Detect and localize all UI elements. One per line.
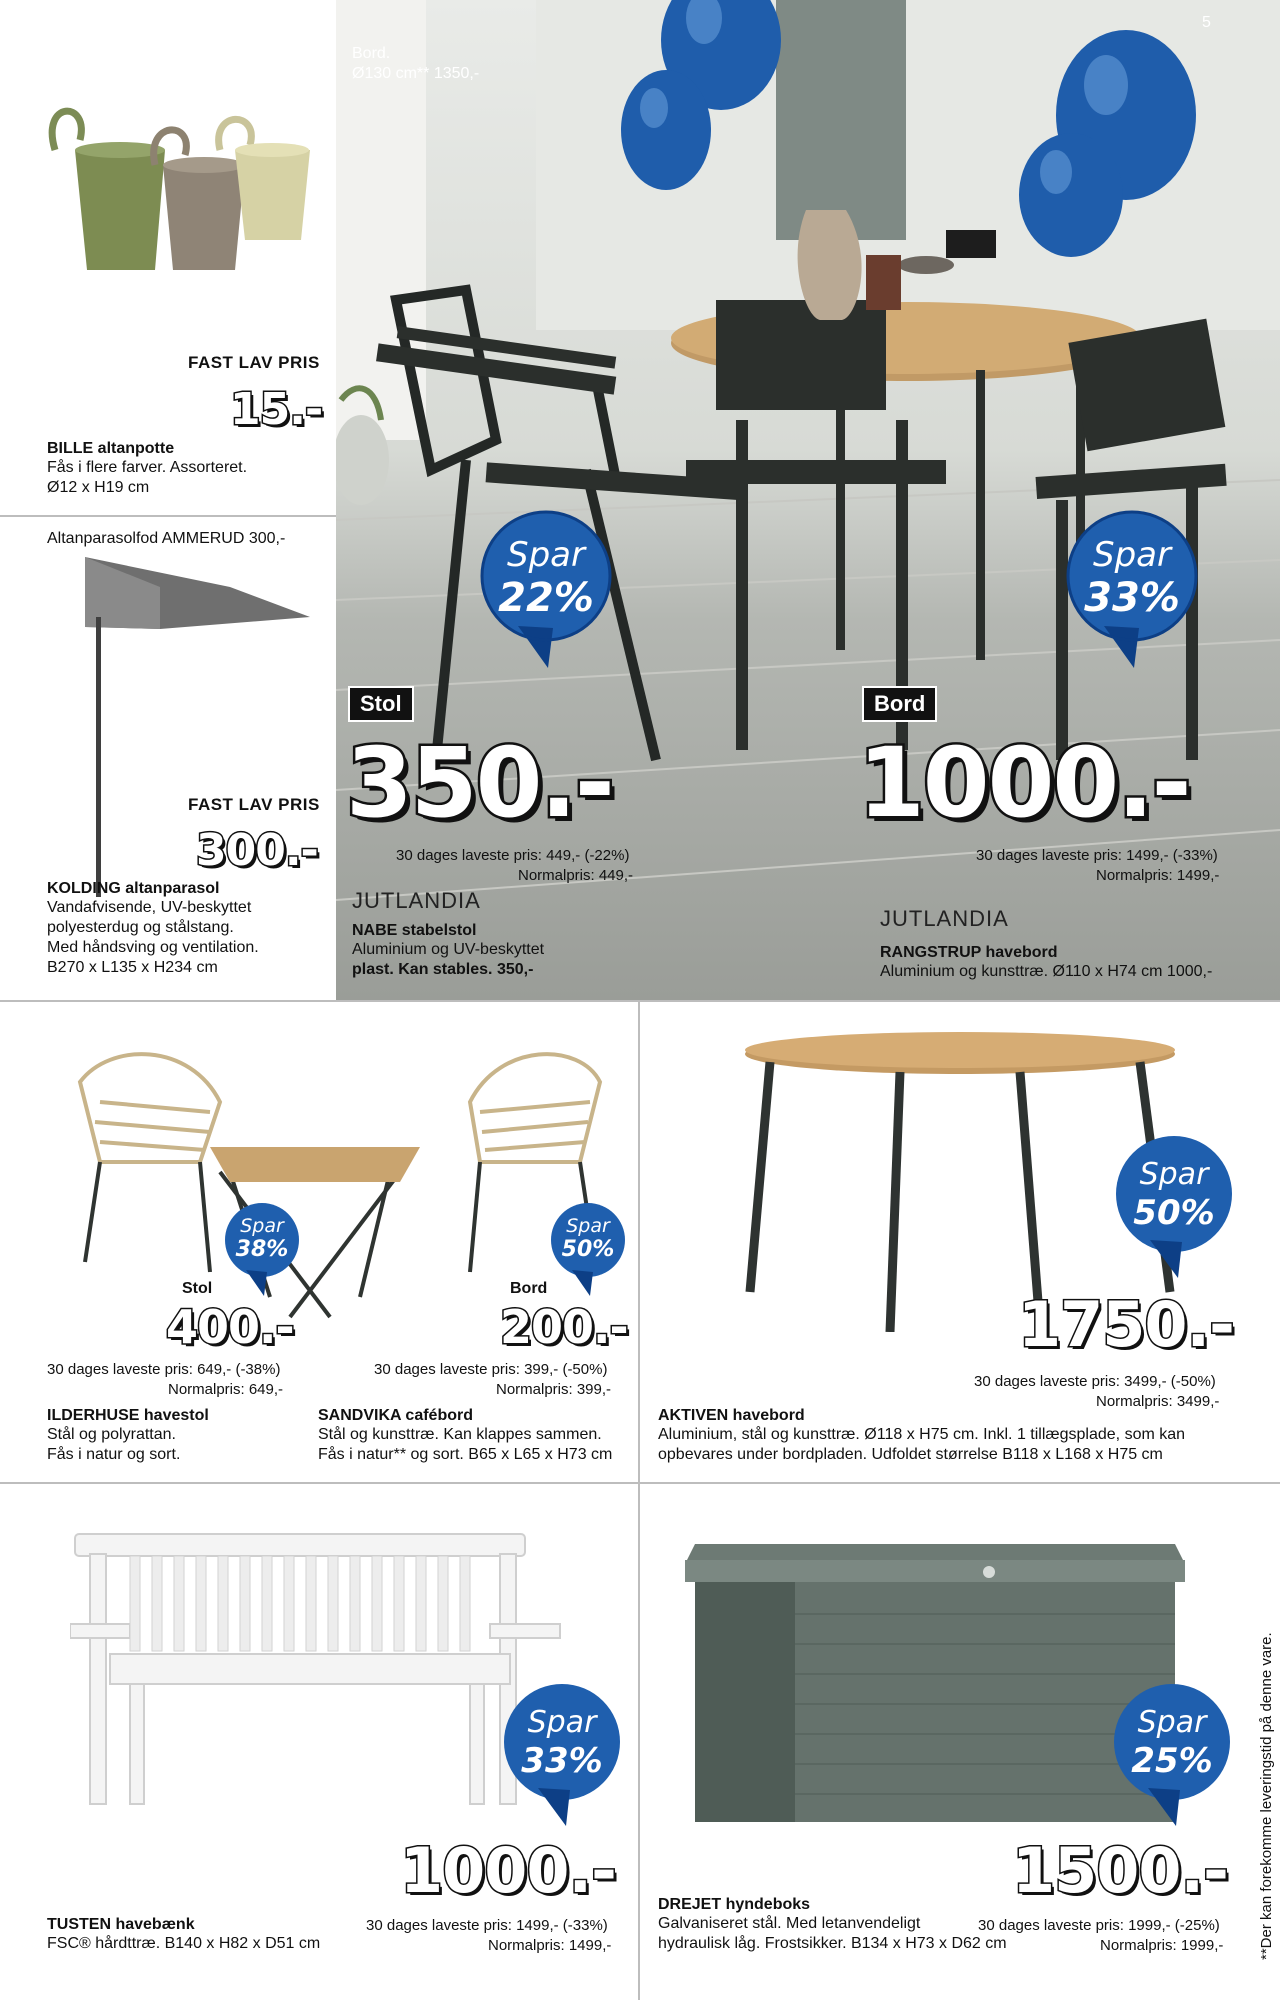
table-save-badge xyxy=(1064,508,1200,668)
drejet-section xyxy=(640,1484,1240,2000)
hero-section xyxy=(336,0,1280,1000)
drejet-name: DREJET hyndeboks xyxy=(658,1896,811,1913)
sandvika-label: Bord xyxy=(510,1280,548,1297)
aktiven-normal-price: Normalpris: 3499,- xyxy=(1096,1393,1220,1410)
sandvika-badge-percent: 50% xyxy=(561,1237,615,1262)
tusten-normal-price: Normalpris: 1499,- xyxy=(488,1937,612,1954)
ilderhuse-save-badge xyxy=(222,1200,302,1296)
tusten-lowest-price: 30 dages laveste pris: 1499,- (-33%) xyxy=(366,1917,608,1934)
kolding-desc-3: Med håndsving og ventilation. xyxy=(47,939,259,956)
drejet-normal-price: Normalpris: 1999,- xyxy=(1100,1937,1224,1954)
bille-price: 15.- xyxy=(230,384,323,435)
ilderhuse-price: 400.- xyxy=(166,1300,294,1354)
aktiven-desc-1: Aluminium, stål og kunsttræ. Ø118 x H75 cm. Inkl. 1 tillægsplade, som kan xyxy=(658,1426,1186,1443)
bille-section xyxy=(0,0,336,515)
sandvika-save-badge xyxy=(548,1200,628,1296)
aktiven-desc-2: opbevares under bordpladen. Udfoldet størrelse B118 x L168 x H75 cm xyxy=(658,1446,1163,1463)
chair-tag: Stol xyxy=(348,686,414,722)
kolding-section xyxy=(0,517,336,1000)
sandvika-badge-word: Spar xyxy=(566,1215,610,1237)
table-name: RANGSTRUP havebord xyxy=(880,944,1058,961)
kolding-name: KOLDING altanparasol xyxy=(47,880,220,897)
sandvika-lowest-price: 30 dages laveste pris: 399,- (-50%) xyxy=(374,1361,608,1378)
kolding-desc-4: B270 x L135 x H234 cm xyxy=(47,959,218,976)
drejet-price: 1500.- xyxy=(1012,1834,1228,1907)
table-badge-word: Spar xyxy=(1093,535,1171,575)
page-number: 5 xyxy=(1202,14,1211,31)
kolding-desc-2: polyesterdug og stålstang. xyxy=(47,919,234,936)
kolding-fixed-price-label: FAST LAV PRIS xyxy=(188,795,320,814)
table-price: 1000.- xyxy=(858,727,1190,839)
drejet-desc-1: Galvaniseret stål. Med letanvendeligt xyxy=(658,1915,921,1932)
chair-price: 350.- xyxy=(346,727,613,839)
tusten-desc-1: FSC® hårdttræ. B140 x H82 x D51 cm xyxy=(47,1935,321,1952)
table-badge-percent: 33% xyxy=(1084,575,1180,621)
tusten-save-badge xyxy=(500,1680,624,1826)
bille-name: BILLE altanpotte xyxy=(47,440,175,457)
tusten-badge-percent: 33% xyxy=(521,1741,603,1781)
ilderhuse-desc-2: Fås i natur og sort. xyxy=(47,1446,181,1463)
table-brand-logo: JUTLANDIA xyxy=(880,906,1009,931)
chair-desc-2: plast. Kan stables. 350,- xyxy=(352,961,534,978)
ilderhuse-sandvika-section xyxy=(0,1002,638,1482)
aktiven-lowest-price: 30 dages laveste pris: 3499,- (-50%) xyxy=(974,1373,1216,1390)
bille-desc-1: Fås i flere farver. Assorteret. xyxy=(47,459,248,476)
table-normal-price: Normalpris: 1499,- xyxy=(1096,867,1220,884)
sandvika-normal-price: Normalpris: 399,- xyxy=(496,1381,612,1398)
kolding-price: 300.- xyxy=(196,825,318,876)
chair-lowest-price: 30 dages laveste pris: 449,- (-22%) xyxy=(396,847,630,864)
ilderhuse-lowest-price: 30 dages laveste pris: 649,- (-38%) xyxy=(47,1361,281,1378)
sandvika-name: SANDVIKA cafébord xyxy=(318,1407,473,1424)
chair-name: NABE stabelstol xyxy=(352,922,477,939)
chair-badge-word: Spar xyxy=(507,535,585,575)
table-desc: Aluminium og kunsttræ. Ø110 x H74 cm 1000,- xyxy=(880,963,1213,980)
aktiven-section xyxy=(640,1002,1280,1482)
chair-brand-logo: JUTLANDIA xyxy=(352,888,481,913)
tusten-badge-word: Spar xyxy=(527,1705,597,1740)
sandvika-price: 200.- xyxy=(500,1300,628,1354)
aktiven-badge-percent: 50% xyxy=(1133,1193,1215,1233)
table-lowest-price: 30 dages laveste pris: 1499,- (-33%) xyxy=(976,847,1218,864)
tusten-section xyxy=(0,1484,638,2000)
table-tag: Bord xyxy=(862,686,937,722)
drejet-desc-2: hydraulisk låg. Frostsikker. B134 x H73 x D62 cm xyxy=(658,1935,1007,1952)
chair-save-badge xyxy=(478,508,614,668)
bille-desc-2: Ø12 x H19 cm xyxy=(47,479,150,496)
chair-normal-price: Normalpris: 449,- xyxy=(518,867,634,884)
tusten-price: 1000.- xyxy=(400,1834,616,1907)
hero-table-note-1: Bord. xyxy=(352,45,391,62)
aktiven-name: AKTIVEN havebord xyxy=(658,1407,805,1424)
footnote: **Der kan forekomme leveringstid på denne vare. xyxy=(1258,1632,1275,1960)
tusten-name: TUSTEN havebænk xyxy=(47,1916,195,1933)
drejet-badge-word: Spar xyxy=(1137,1705,1207,1740)
kolding-stand-text: Altanparasolfod AMMERUD 300,- xyxy=(47,530,286,547)
ilderhuse-badge-percent: 38% xyxy=(235,1237,289,1262)
chair-badge-percent: 22% xyxy=(498,575,594,621)
drejet-save-badge xyxy=(1110,1680,1234,1826)
ilderhuse-label: Stol xyxy=(182,1280,213,1297)
bille-fixed-price-label: FAST LAV PRIS xyxy=(188,353,320,372)
chair-desc-1: Aluminium og UV-beskyttet xyxy=(352,941,545,958)
ilderhuse-desc-1: Stål og polyrattan. xyxy=(47,1426,176,1443)
drejet-badge-percent: 25% xyxy=(1131,1741,1213,1781)
aktiven-price: 1750.- xyxy=(1018,1288,1234,1361)
ilderhuse-normal-price: Normalpris: 649,- xyxy=(168,1381,284,1398)
sandvika-desc-1: Stål og kunsttræ. Kan klappes sammen. xyxy=(318,1426,602,1443)
balcony-pots-image xyxy=(35,90,325,290)
drejet-lowest-price: 30 dages laveste pris: 1999,- (-25%) xyxy=(978,1917,1220,1934)
sandvika-desc-2: Fås i natur** og sort. B65 x L65 x H73 cm xyxy=(318,1446,613,1463)
ilderhuse-badge-word: Spar xyxy=(240,1215,284,1237)
aktiven-badge-word: Spar xyxy=(1139,1157,1209,1192)
kolding-desc-1: Vandafvisende, UV-beskyttet xyxy=(47,899,252,916)
ilderhuse-name: ILDERHUSE havestol xyxy=(47,1407,209,1424)
hero-table-note-2: Ø130 cm** 1350,- xyxy=(352,65,480,82)
aktiven-save-badge xyxy=(1112,1132,1236,1278)
